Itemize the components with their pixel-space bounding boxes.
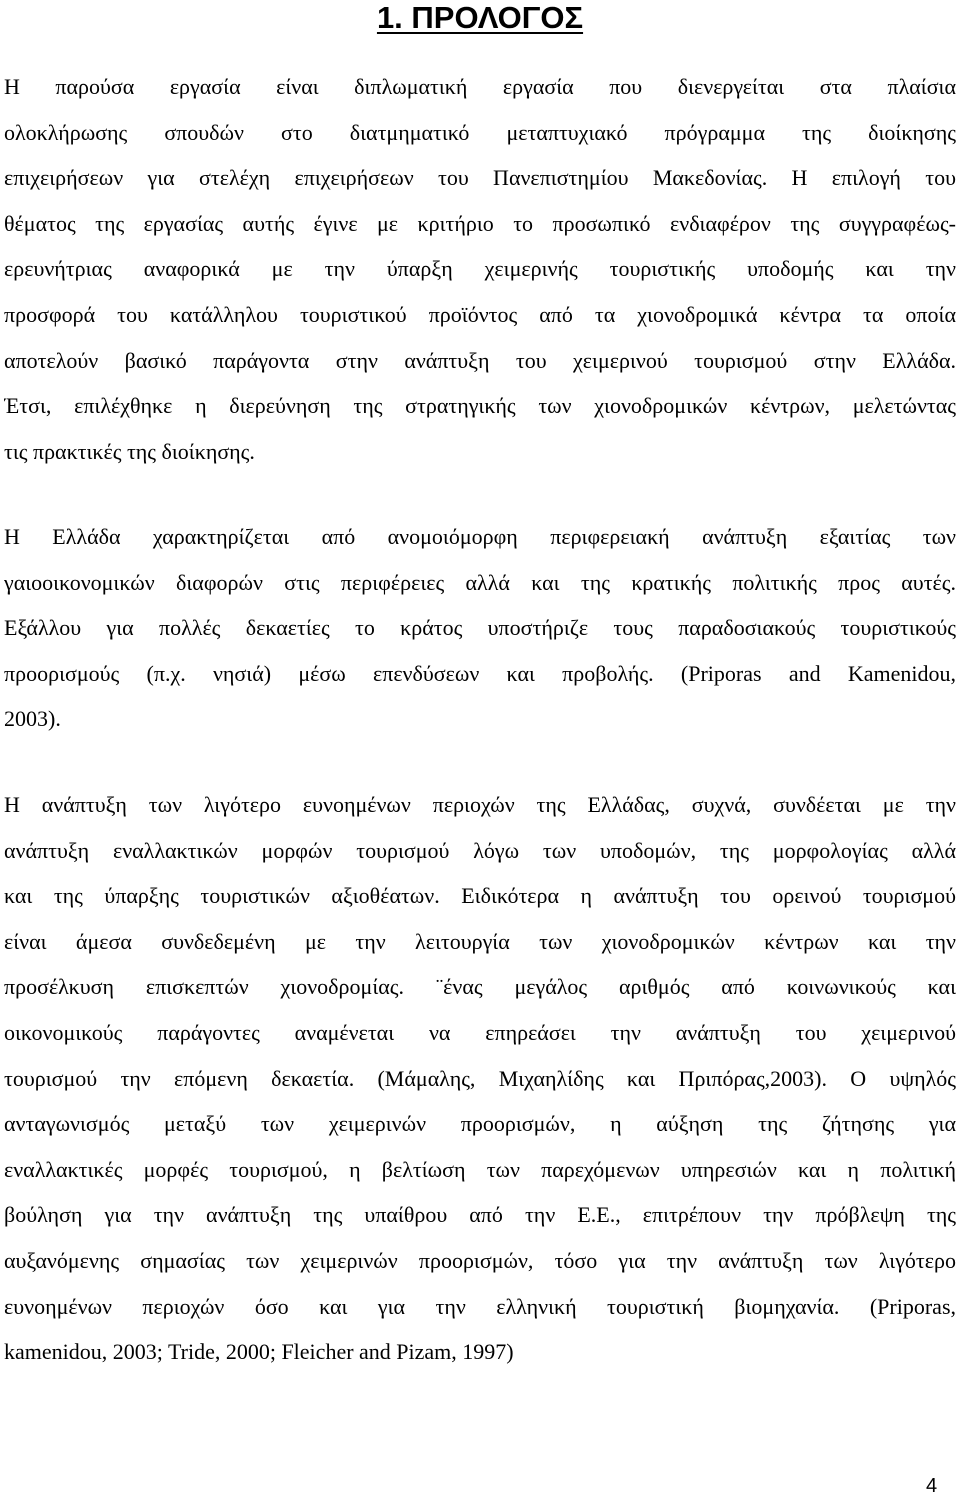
paragraph-line: προσέλκυση επισκεπτών χιονοδρομίας. ¨ένας μεγάλος αριθμός από κοινωνικούς και (4, 974, 956, 1000)
paragraph-line: οικονομικούς παράγοντες αναμένεται να επηρεάσει την ανάπτυξη του χειμερινού (4, 1019, 956, 1045)
paragraph-line: τις πρακτικές της διοίκησης. (4, 438, 255, 464)
paragraph-line: και της ύπαρξης τουριστικών αξιοθέατων. Ειδικότερα η ανάπτυξη του ορεινού τουρισμού (4, 883, 956, 909)
paragraph-line: θέματος της εργασίας αυτής έγινε με κριτήριο το προσωπικό ενδιαφέρον της συγγραφέως- (4, 210, 956, 236)
paragraph-line: Η Ελλάδα χαρακτηρίζεται από ανομοιόμορφη περιφερειακή ανάπτυξη εξαιτίας των (4, 524, 956, 549)
paragraph-1 (4, 64, 956, 474)
paragraph-2 (4, 514, 956, 742)
paragraph-line: εναλλακτικές μορφές τουρισμού, η βελτίωση των παρεχόμενων υπηρεσιών και η πολιτική (4, 1156, 956, 1182)
paragraph-line: αυξανόμενης σημασίας των χειμερινών προορισμών, τόσο για την ανάπτυξη των λιγότερο (4, 1247, 956, 1273)
chapter-title (0, 0, 960, 36)
paragraph-line: γαιοοικονομικών διαφορών στις περιφέρειες αλλά και της κρατικής πολιτικής προς αυτές. (4, 569, 956, 595)
paragraph-line: ευνοημένων περιοχών όσο και για την ελληνική τουριστική βιομηχανία. (Priporas, (4, 1293, 956, 1319)
paragraph-line: βούληση για την ανάπτυξη της υπαίθρου από την Ε.Ε., επιτρέπουν την πρόβλεψη της (4, 1202, 956, 1228)
paragraph-line: Έτσι, επιλέχθηκε η διερεύνηση της στρατηγικής των χιονοδρομικών κέντρων, μελετώντας (4, 393, 956, 419)
paragraph-line: Εξάλλου για πολλές δεκαετίες το κράτος υποστήριζε τους παραδοσιακούς τουριστικούς (4, 615, 956, 641)
paragraph-line: ερευνήτριας αναφορικά με την ύπαρξη χειμερινής τουριστικής υποδομής και την (4, 256, 956, 282)
paragraph-line: προορισμούς (π.χ. νησιά) μέσω επενδύσεων και προβολής. (Priporas and Kamenidou, (4, 660, 956, 686)
paragraph-line: ανταγωνισμός μεταξύ των χειμερινών προορισμών, η αύξηση της ζήτησης για (4, 1111, 956, 1137)
paragraph-line: επιχειρήσεων για στελέχη επιχειρήσεων του Πανεπιστημίου Μακεδονίας. Η επιλογή του (4, 165, 956, 191)
paragraph-line: Η ανάπτυξη των λιγότερο ευνοημένων περιοχών της Ελλάδας, συχνά, συνδέεται με την (4, 792, 956, 817)
paragraph-line: 2003). (4, 706, 61, 732)
paragraph-line: προσφορά του κατάλληλου τουριστικού προϊόντος από τα χιονοδρομικά κέντρα τα οποία (4, 301, 956, 327)
paragraph-line: kamenidou, 2003; Tride, 2000; Fleicher and Pizam, 1997) (4, 1339, 514, 1365)
paragraph-line: είναι άμεσα συνδεδεμένη με την λειτουργία των χιονοδρομικών κέντρων και την (4, 928, 956, 954)
paragraph-line: αποτελούν βασικό παράγοντα στην ανάπτυξη του χειμερινού τουρισμού στην Ελλάδα. (4, 347, 956, 373)
paragraph-line: Η παρούσα εργασία είναι διπλωματική εργασία που διενεργείται στα πλαίσια (4, 74, 956, 99)
paragraph-line: ανάπτυξη εναλλακτικών μορφών τουρισμού λόγω των υποδομών, της μορφολογίας αλλά (4, 837, 956, 863)
paragraph-line: ολοκλήρωσης σπουδών στο διατμηματικό μεταπτυχιακό πρόγραμμα της διοίκησης (4, 119, 956, 145)
page-number: 4 (926, 1475, 938, 1497)
paragraph-line: τουρισμού την επόμενη δεκαετία. (Μάμαλης, Μιχαηλίδης και Πριπόρας,2003). Ο υψηλός (4, 1065, 956, 1091)
paragraph-3 (4, 782, 956, 1375)
chapter-title-text: 1. ΠΡΟΛΟΓΟΣ (376, 0, 584, 35)
